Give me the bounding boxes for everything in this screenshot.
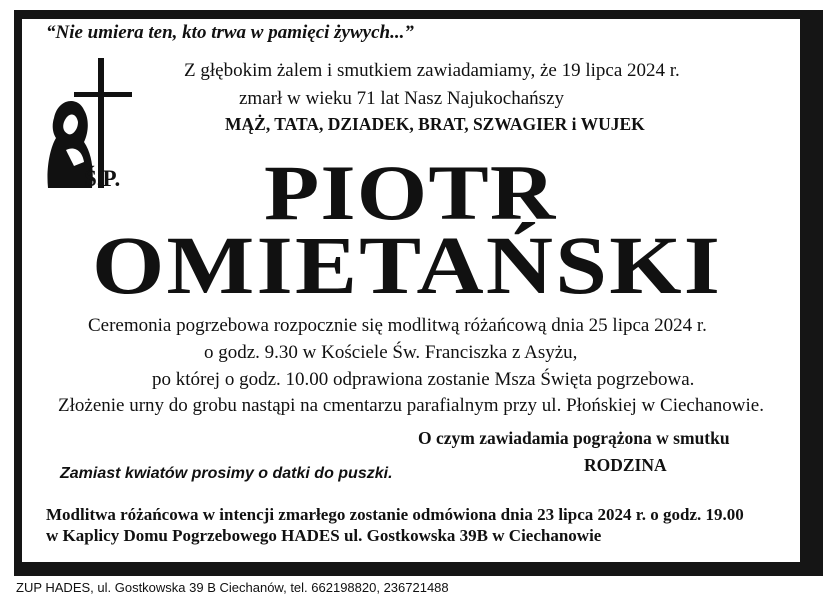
rosary-line-2: w Kaplicy Domu Pogrzebowego HADES ul. Gostkowska 39B w Ciechanowie xyxy=(46,526,602,545)
intro-line-2: zmarł w wieku 71 lat Nasz Najukochańszy xyxy=(239,88,565,109)
last-name: OMIETAŃSKI xyxy=(92,219,723,311)
intro-line-1: Z głębokim żalem i smutkiem zawiadamiamy, że 19 lipca 2024 r. xyxy=(184,60,680,81)
footer-text: ZUP HADES, ul. Gostkowska 39 B Ciechanów, tel. 662198820, 236721488 xyxy=(16,580,449,595)
rosary-line-1: Modlitwa różańcowa w intencji zmarłego zostanie odmówiona dnia 23 lipca 2024 r. o godz. 19.00 xyxy=(46,505,744,524)
ceremony-line-3: po której o godz. 10.00 odprawiona zostanie Msza Święta pogrzebowa. xyxy=(152,369,695,390)
first-name: PIOTR xyxy=(264,149,557,236)
mourning-line: O czym zawiadamia pogrążona w smutku xyxy=(418,428,730,448)
ceremony-line-2: o godz. 9.30 w Kościele Św. Franciszka z Asyżu, xyxy=(204,342,578,363)
sp-label: Ś.P. xyxy=(84,166,121,191)
ceremony-line-4: Złożenie urny do grobu nastąpi na cmentarzu parafialnym przy ul. Płońskiej w Ciechanowie. xyxy=(58,395,764,416)
relations-text: MĄŻ, TATA, DZIADEK, BRAT, SZWAGIER i WUJEK xyxy=(225,114,645,134)
quote-text: “Nie umiera ten, kto trwa w pamięci żywych...” xyxy=(46,22,414,43)
family-signature: RODZINA xyxy=(584,455,667,475)
flowers-note: Zamiast kwiatów prosimy o datki do puszki. xyxy=(60,465,393,482)
ceremony-line-1: Ceremonia pogrzebowa rozpocznie się modlitwą różańcową dnia 25 lipca 2024 r. xyxy=(88,315,707,336)
